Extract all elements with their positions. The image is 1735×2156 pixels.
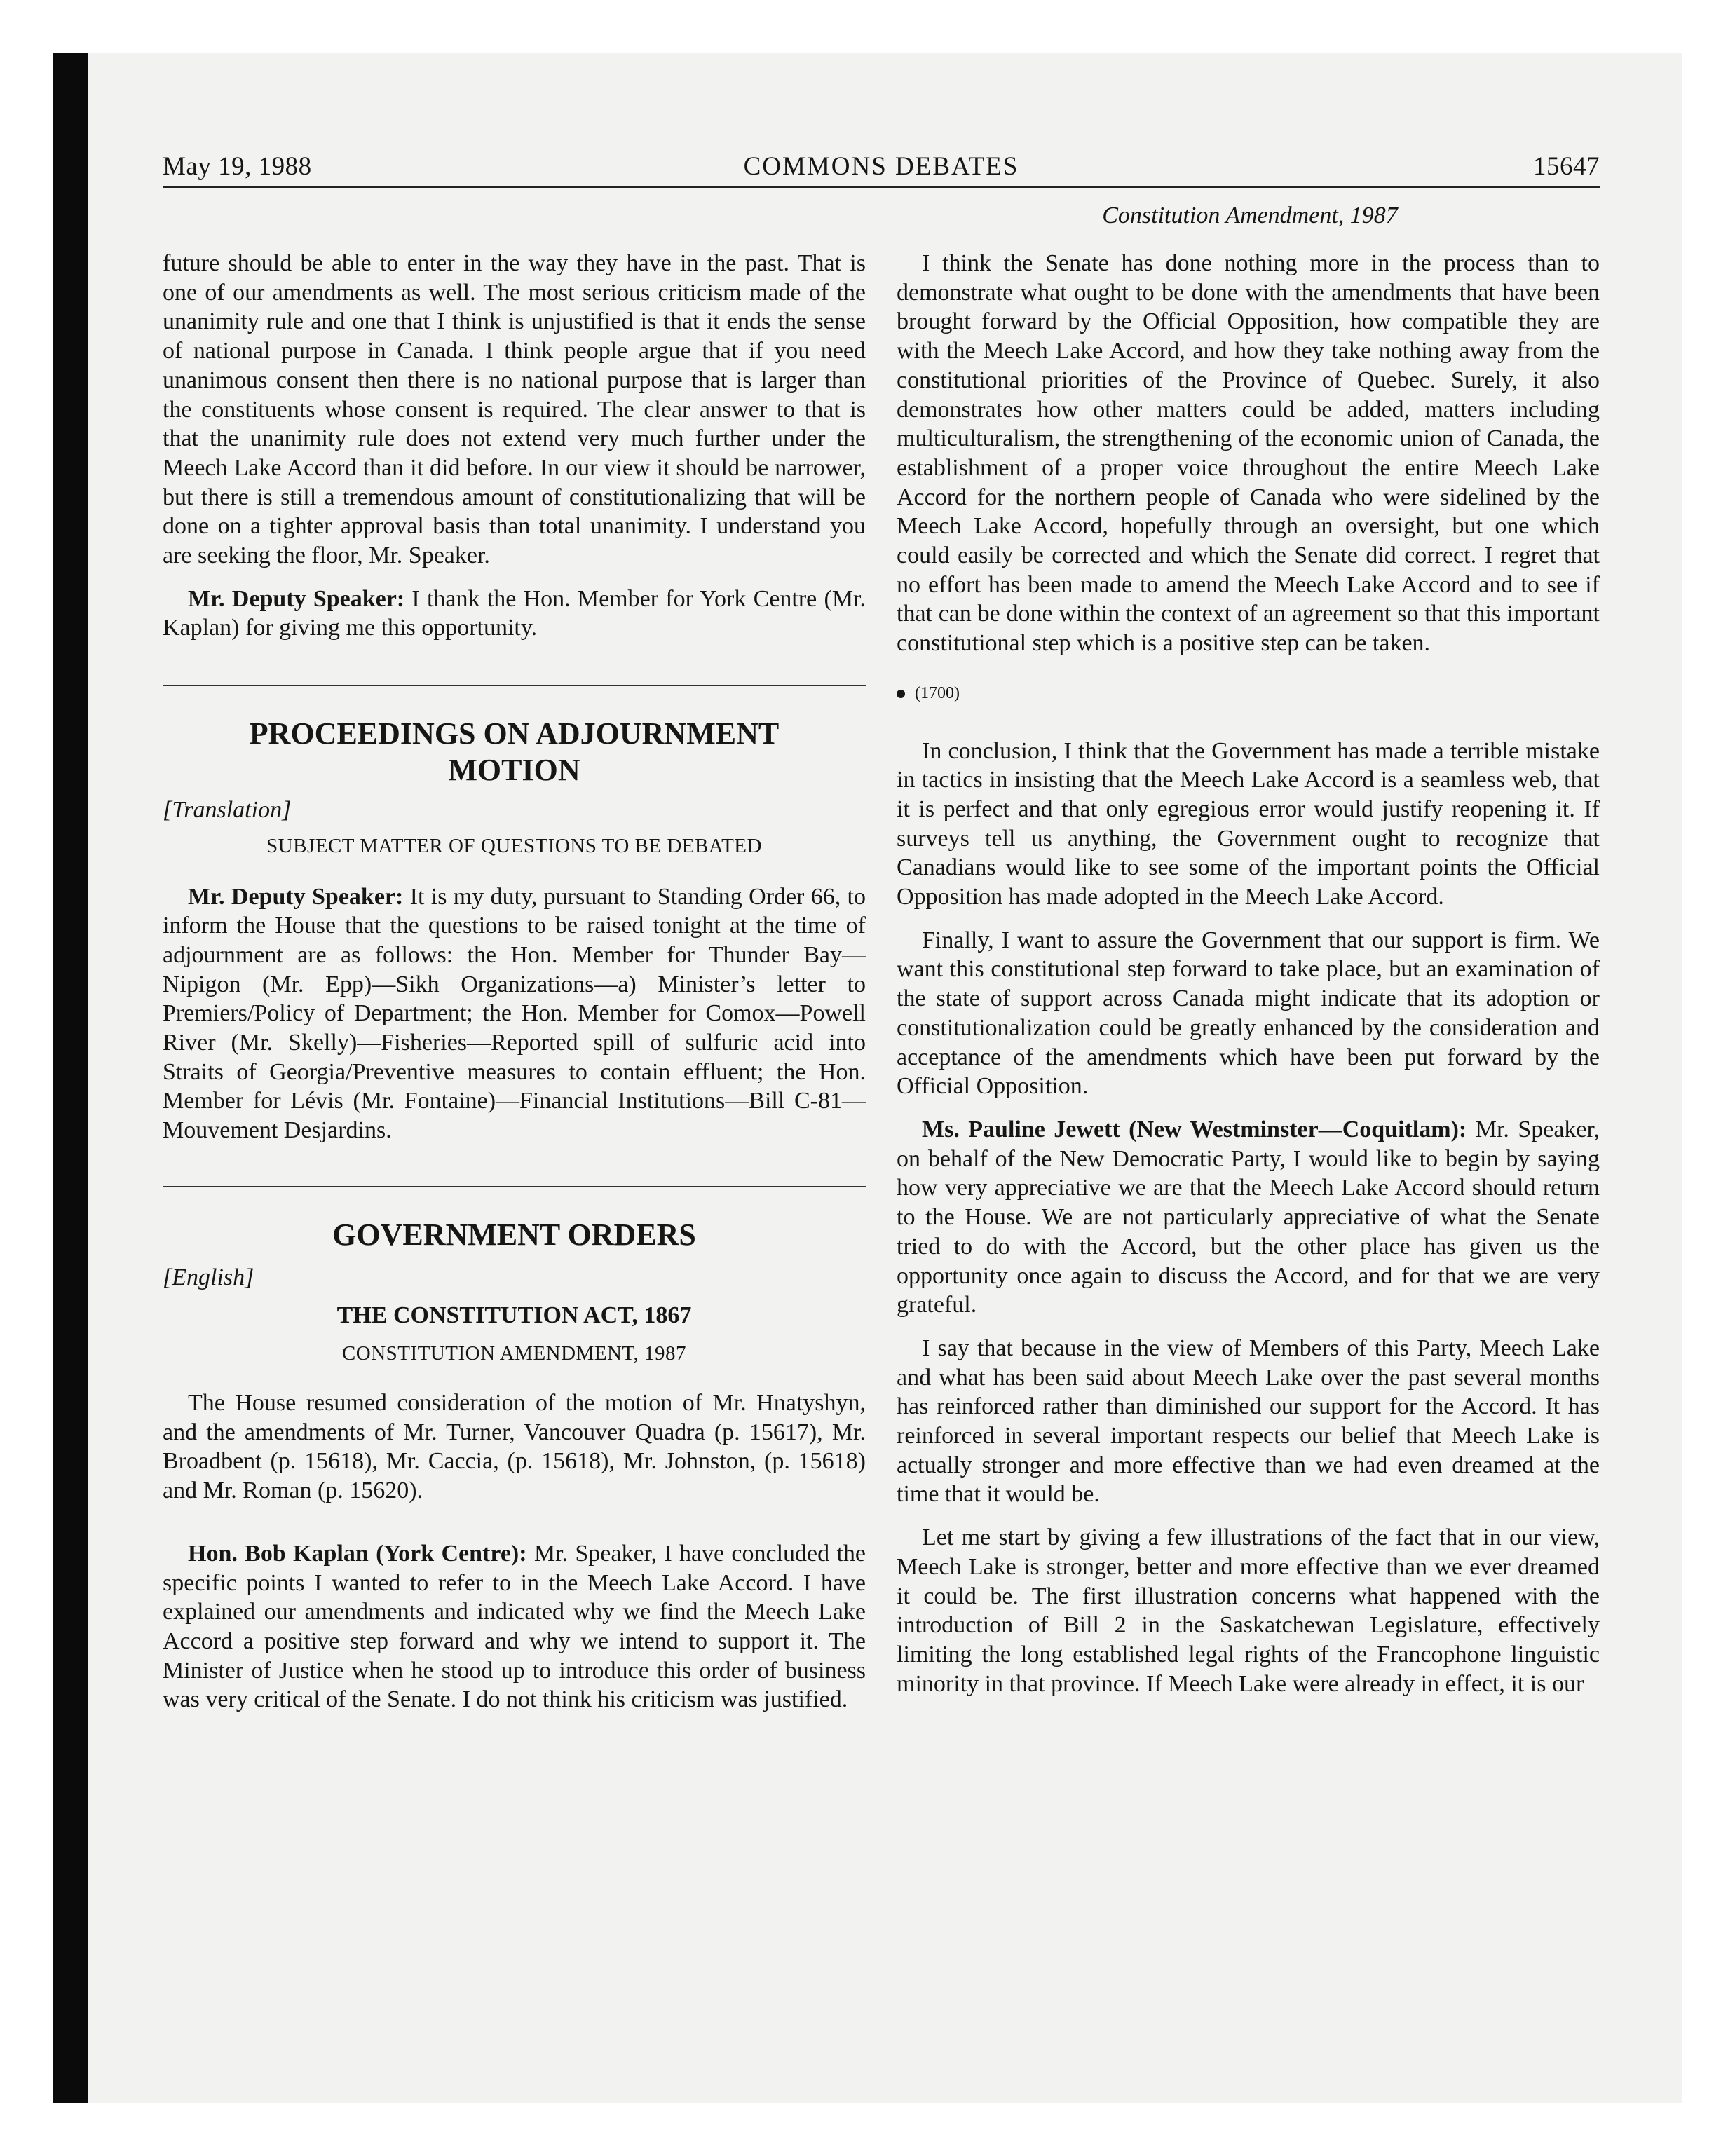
language-label: [Translation]: [163, 797, 292, 824]
bullet-icon: [897, 690, 905, 698]
left-column: [163, 249, 866, 1714]
speaker-name: Ms. Pauline Jewett (New Westminster—Coquitlam):: [922, 1116, 1467, 1142]
header-date: May 19, 1988: [163, 152, 312, 181]
speaker-name: Mr. Deputy Speaker:: [188, 585, 405, 612]
time-marker-text: (1700): [915, 683, 960, 702]
section-heading: GOVERNMENT ORDERS: [332, 1217, 696, 1252]
paragraph-text: Mr. Speaker, on behalf of the New Democratic Party, I would like to begin by saying how very appreciative we are that the Meech Lake Accord should return to the House. We are not particularly appreciative of what the Senate tried to do with the Accord, but the other place has given us the opportunity once again to discuss the Accord, and for that we are very grateful.: [897, 1116, 1600, 1318]
section-heading: PROCEEDINGS ON ADJOURNMENT MOTION: [249, 716, 780, 788]
speaker-name: Mr. Deputy Speaker:: [188, 883, 404, 910]
speaker-name: Hon. Bob Kaplan (York Centre):: [188, 1540, 527, 1567]
paragraph: [163, 882, 866, 1145]
paragraph: [897, 1115, 1600, 1320]
paragraph: [163, 1539, 866, 1714]
scan-binding-edge: [53, 53, 88, 2103]
paragraph: Let me start by giving a few illustrations of the fact that in our view, Meech Lake is stronger, better and more effective than we ever dreamed it could be. The first illustration concerns what happened with the introduction of Bill 2 in the Saskatchewan Legislature, effectively limiting the long established legal rights of the Francophone linguistic minority in that province. If Meech Lake were already in effect, it is our: [897, 1524, 1600, 1697]
running-title: Constitution Amendment, 1987: [1102, 203, 1398, 228]
paragraph-text: Mr. Speaker, I have concluded the specific points I wanted to refer to in the Meech Lake Accord. I have explained our amendments and indicated why we find the Meech Lake Accord a positive step forward and why we intend to support it. The Minister of Justice when he stood up to introduce this order of business was very critical of the Senate. I do not think his criticism was justified.: [163, 1540, 866, 1713]
time-marker: [897, 679, 1600, 709]
page-header: [163, 151, 1600, 186]
language-label: [English]: [163, 1264, 254, 1290]
paragraph: In conclusion, I think that the Government has made a terrible mistake in tactics in insisting that the Meech Lake Accord is a seamless web, that it is perfect and that only egregious error would justify reopening it. If surveys tell us anything, the Government ought to recognize that Canadians would like to see some of the important points the Official Opposition has made adopted in the Meech Lake Accord.: [897, 737, 1600, 910]
paragraph: future should be able to enter in the way they have in the past. That is one of our amendments as well. The most serious criticism made of the unanimity rule and one that I think is unjustified is that it ends the sense of national purpose in Canada. I think people argue that if you need unanimous consent then there is no national purpose that is larger than the constituents whose consent is required. The clear answer to that is that the unanimity rule does not extend very much further under the Meech Lake Accord than it did before. In our view it should be narrower, but there is still a tremendous amount of constitutionalizing that will be done on a tighter approval basis than total unanimity. I understand you are seeking the floor, Mr. Speaker.: [163, 250, 866, 569]
paragraph: The House resumed consideration of the motion of Mr. Hnatyshyn, and the amendments of Mr. Turner, Vancouver Quadra (p. 15617), Mr. Broadbent (p. 15618), Mr. Caccia, (p. 15618), Mr. Johnston, (p. 15618) and Mr. Roman (p. 15620).: [163, 1389, 866, 1504]
paragraph-text: I thank the Hon. Member for York Centre (Mr. Kaplan) for giving me this opportunity.: [163, 585, 866, 641]
sub-heading: SUBJECT MATTER OF QUESTIONS TO BE DEBATED: [266, 834, 762, 857]
header-publication: COMMONS DEBATES: [743, 152, 1019, 181]
right-column: [897, 249, 1600, 1698]
bill-heading: THE CONSTITUTION ACT, 1867: [336, 1302, 692, 1328]
paragraph: [163, 585, 866, 643]
header-rule: [163, 186, 1600, 188]
paragraph: I think the Senate has done nothing more in the process than to demonstrate what ought to be done with the amendments that have been brought forward by the Official Opposition, how compatible they are with the Meech Lake Accord, and how they take nothing away from the constitutional priorities of the Province of Quebec. Surely, it also demonstrates how other matters could be added, matters including multiculturalism, the strengthening of the economic union of Canada, the establishment of a proper voice throughout the entire Meech Lake Accord for the northern people of Canada who were sidelined by the Meech Lake Accord, hopefully through an oversight, but one which could easily be corrected and which the Senate did correct. I regret that no effort has been made to amend the Meech Lake Accord and to see if that can be done within the context of an agreement so that this important constitutional step which is a positive step can be taken.: [897, 250, 1600, 657]
header-page-number: 15647: [1533, 152, 1600, 181]
paragraph: Finally, I want to assure the Government that our support is firm. We want this constitutional step forward to take place, but an examination of the state of support across Canada might indicate that its adoption or constitutionalization could be greatly enhanced by the consideration and acceptance of the amendments which have been put forward by the Official Opposition.: [897, 927, 1600, 1100]
paragraph-text: It is my duty, pursuant to Standing Order 66, to inform the House that the questions to be raised tonight at the time of adjournment are as follows: the Hon. Member for Thunder Bay—Nipigon (Mr. Epp)—Sikh Organizations—a) Minister’s letter to Premiers/Policy of Department; the Hon. Member for Comox—Powell River (Mr. Skelly)—Fisheries—Reported spill of sulfuric acid into Straits of Georgia/Preventive measures to contain effluent; the Hon. Member for Lévis (Mr. Fontaine)—Financial Institutions—Bill C-81—Mouvement Desjardins.: [163, 883, 866, 1144]
paragraph: I say that because in the view of Members of this Party, Meech Lake and what has been said about Meech Lake over the past several months has reinforced rather than diminished our support for the Accord. It has reinforced in several important respects our belief that Meech Lake is actually stronger and more effective than we had even dreamed at the time that it would be.: [897, 1335, 1600, 1508]
sub-heading: CONSTITUTION AMENDMENT, 1987: [341, 1342, 687, 1365]
